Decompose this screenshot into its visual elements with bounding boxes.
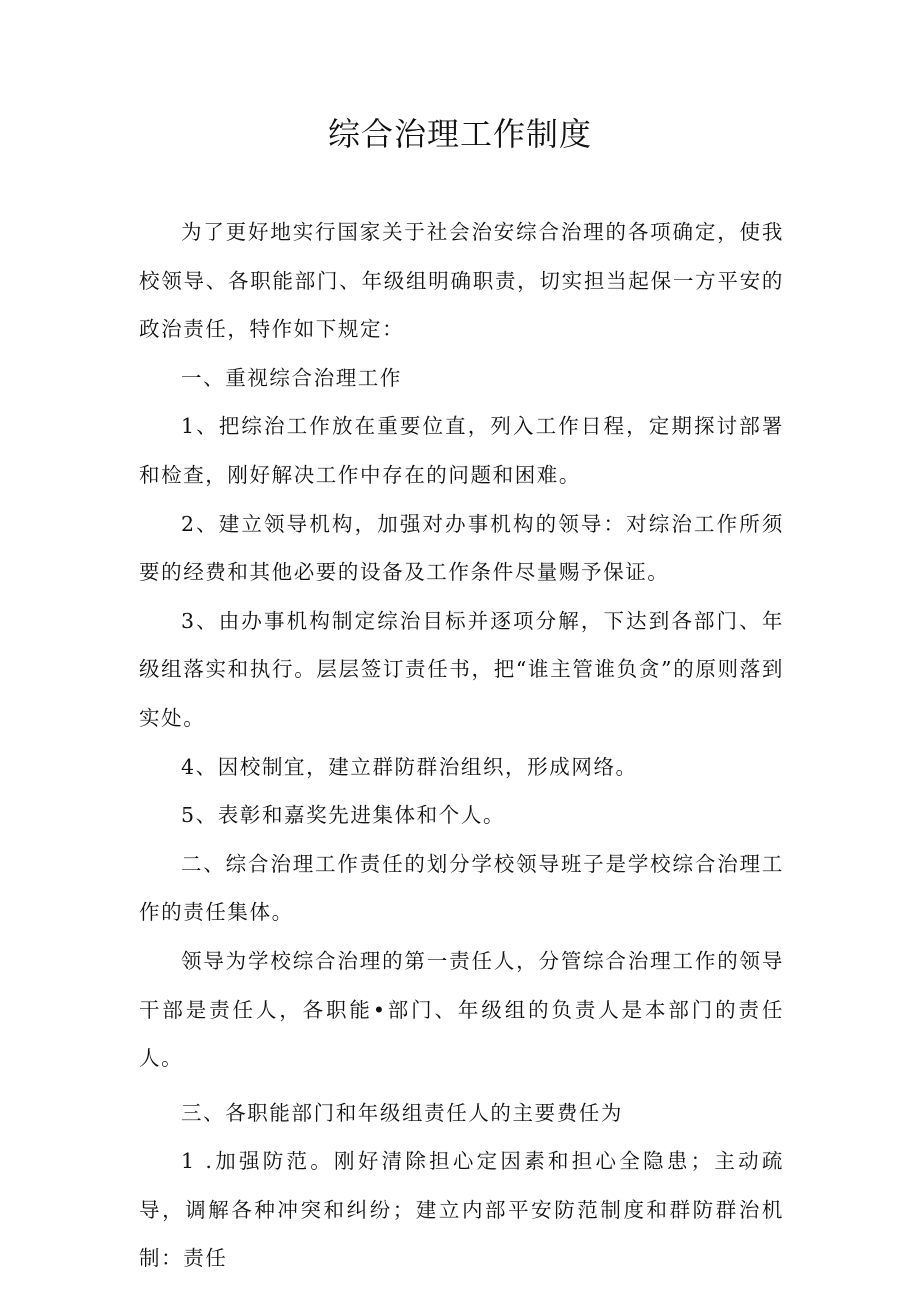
section-heading-1: 一、重视综合治理工作: [181, 365, 402, 390]
document-body: [139, 208, 784, 1283]
document-title: 综合治理工作制度: [327, 115, 592, 153]
paragraph-responsibility: 领导为学校综合治理的第一责任人，分管综合治理工作的领导干部是责任人，各职能•部门、年级组的负责人是本部门的责任人。: [139, 948, 784, 1071]
list-item-4: 4、因校制宜，建立群防群治组织，形成网络。: [181, 754, 638, 779]
list-item-duty-1: 1 .加强防范。刚好清除担心定因素和担心全隐患；主动疏导，调解各种冲突和纠纷；建立内部平安防范制度和群防群治机制：责任: [139, 1149, 784, 1271]
list-item-1: 1、把综治工作放在重要位直，列入工作日程，定期探讨部署和检查，刚好解决工作中存在的问题和困难。: [139, 414, 784, 487]
list-item-3: 3、由办事机构制定综治目标并逐项分解，下达到各部门、年级组落实和执行。层层签订责任书，把“谁主管谁负贪”的原则落到实处。: [139, 608, 784, 730]
paragraph-intro: 为了更好地实行国家关于社会治安综合治理的各项确定，使我校领导、各职能部门、年级组明确职责，切实担当起保一方平安的政治责任，特作如下规定：: [139, 220, 784, 342]
list-item-5: 5、表彰和嘉奖先进集体和个人。: [181, 803, 506, 828]
list-item-2: 2、建立领导机构，加强对办事机构的领导：对综治工作所须要的经费和其他必要的设备及工作条件尽量赐予保证。: [139, 511, 784, 585]
section-heading-3: 三、各职能部门和年级组责任人的主要费任为: [181, 1100, 623, 1125]
section-heading-2: 二、综合治理工作责任的划分学校领导班子是学校综合治理工作的责任集体。: [139, 851, 784, 925]
